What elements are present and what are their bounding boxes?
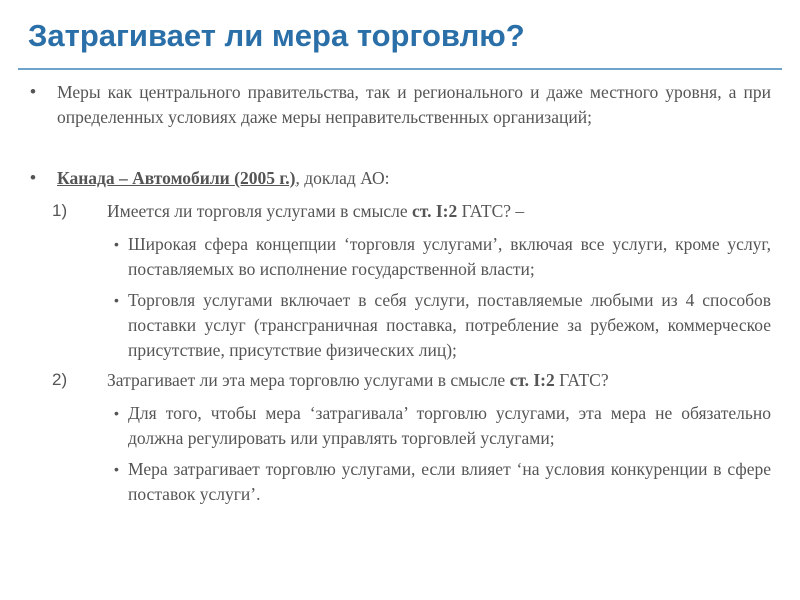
title-divider	[18, 68, 782, 70]
sub-bullet-marker: •	[114, 405, 119, 421]
bullet-marker: •	[30, 168, 36, 187]
question-two	[107, 368, 771, 393]
bullet-text-case	[57, 166, 771, 191]
list-number: 2)	[52, 370, 68, 389]
sub-bullet-competition: Мера затрагивает торговлю услугами, если влияет ‘на условия конкуренции в сфере поставок услуги’.	[128, 459, 771, 504]
sub-bullet-marker: •	[114, 461, 119, 477]
list-number: 1)	[52, 201, 68, 220]
question-two-post: ГАТС?	[554, 370, 609, 390]
bullet-text-measures: Меры как центрального правительства, так и регионального и даже местного уровня, а при определенных условиях даже меры неправительственных организаций;	[57, 82, 771, 127]
bullet-marker: •	[30, 82, 36, 101]
question-one-post: ГАТС? –	[457, 201, 525, 221]
question-one	[107, 199, 771, 224]
sub-bullet-marker: •	[114, 292, 119, 308]
slide-title: Затрагивает ли мера торговлю?	[28, 18, 525, 53]
article-ref: ст. I:2	[412, 201, 458, 221]
case-name: Канада – Автомобили (2005 г.)	[57, 168, 296, 188]
case-rest: , доклад АО:	[295, 168, 390, 188]
question-two-pre: Затрагивает ли эта мера торговлю услугами в смысле	[107, 370, 510, 390]
question-one-pre: Имеется ли торговля услугами в смысле	[107, 201, 413, 221]
sub-bullet-scope: Широкая сфера концепции ‘торговля услугами’, включая все услуги, кроме услуг, поставляемых во исполнение государственной власти;	[128, 234, 771, 279]
sub-bullet-marker: •	[114, 236, 119, 252]
sub-bullet-modes: Торговля услугами включает в себя услуги, поставляемые любыми из 4 способов поставки услуг (трансграничная поставка, потребление за рубежом, коммерческое присутствие, присутствие физических лиц);	[128, 290, 771, 360]
sub-bullet-affect: Для того, чтобы мера ‘затрагивала’ торговлю услугами, эта мера не обязательно должна регулировать или управлять торговлей услугами;	[128, 403, 771, 448]
article-ref: ст. I:2	[509, 370, 555, 390]
